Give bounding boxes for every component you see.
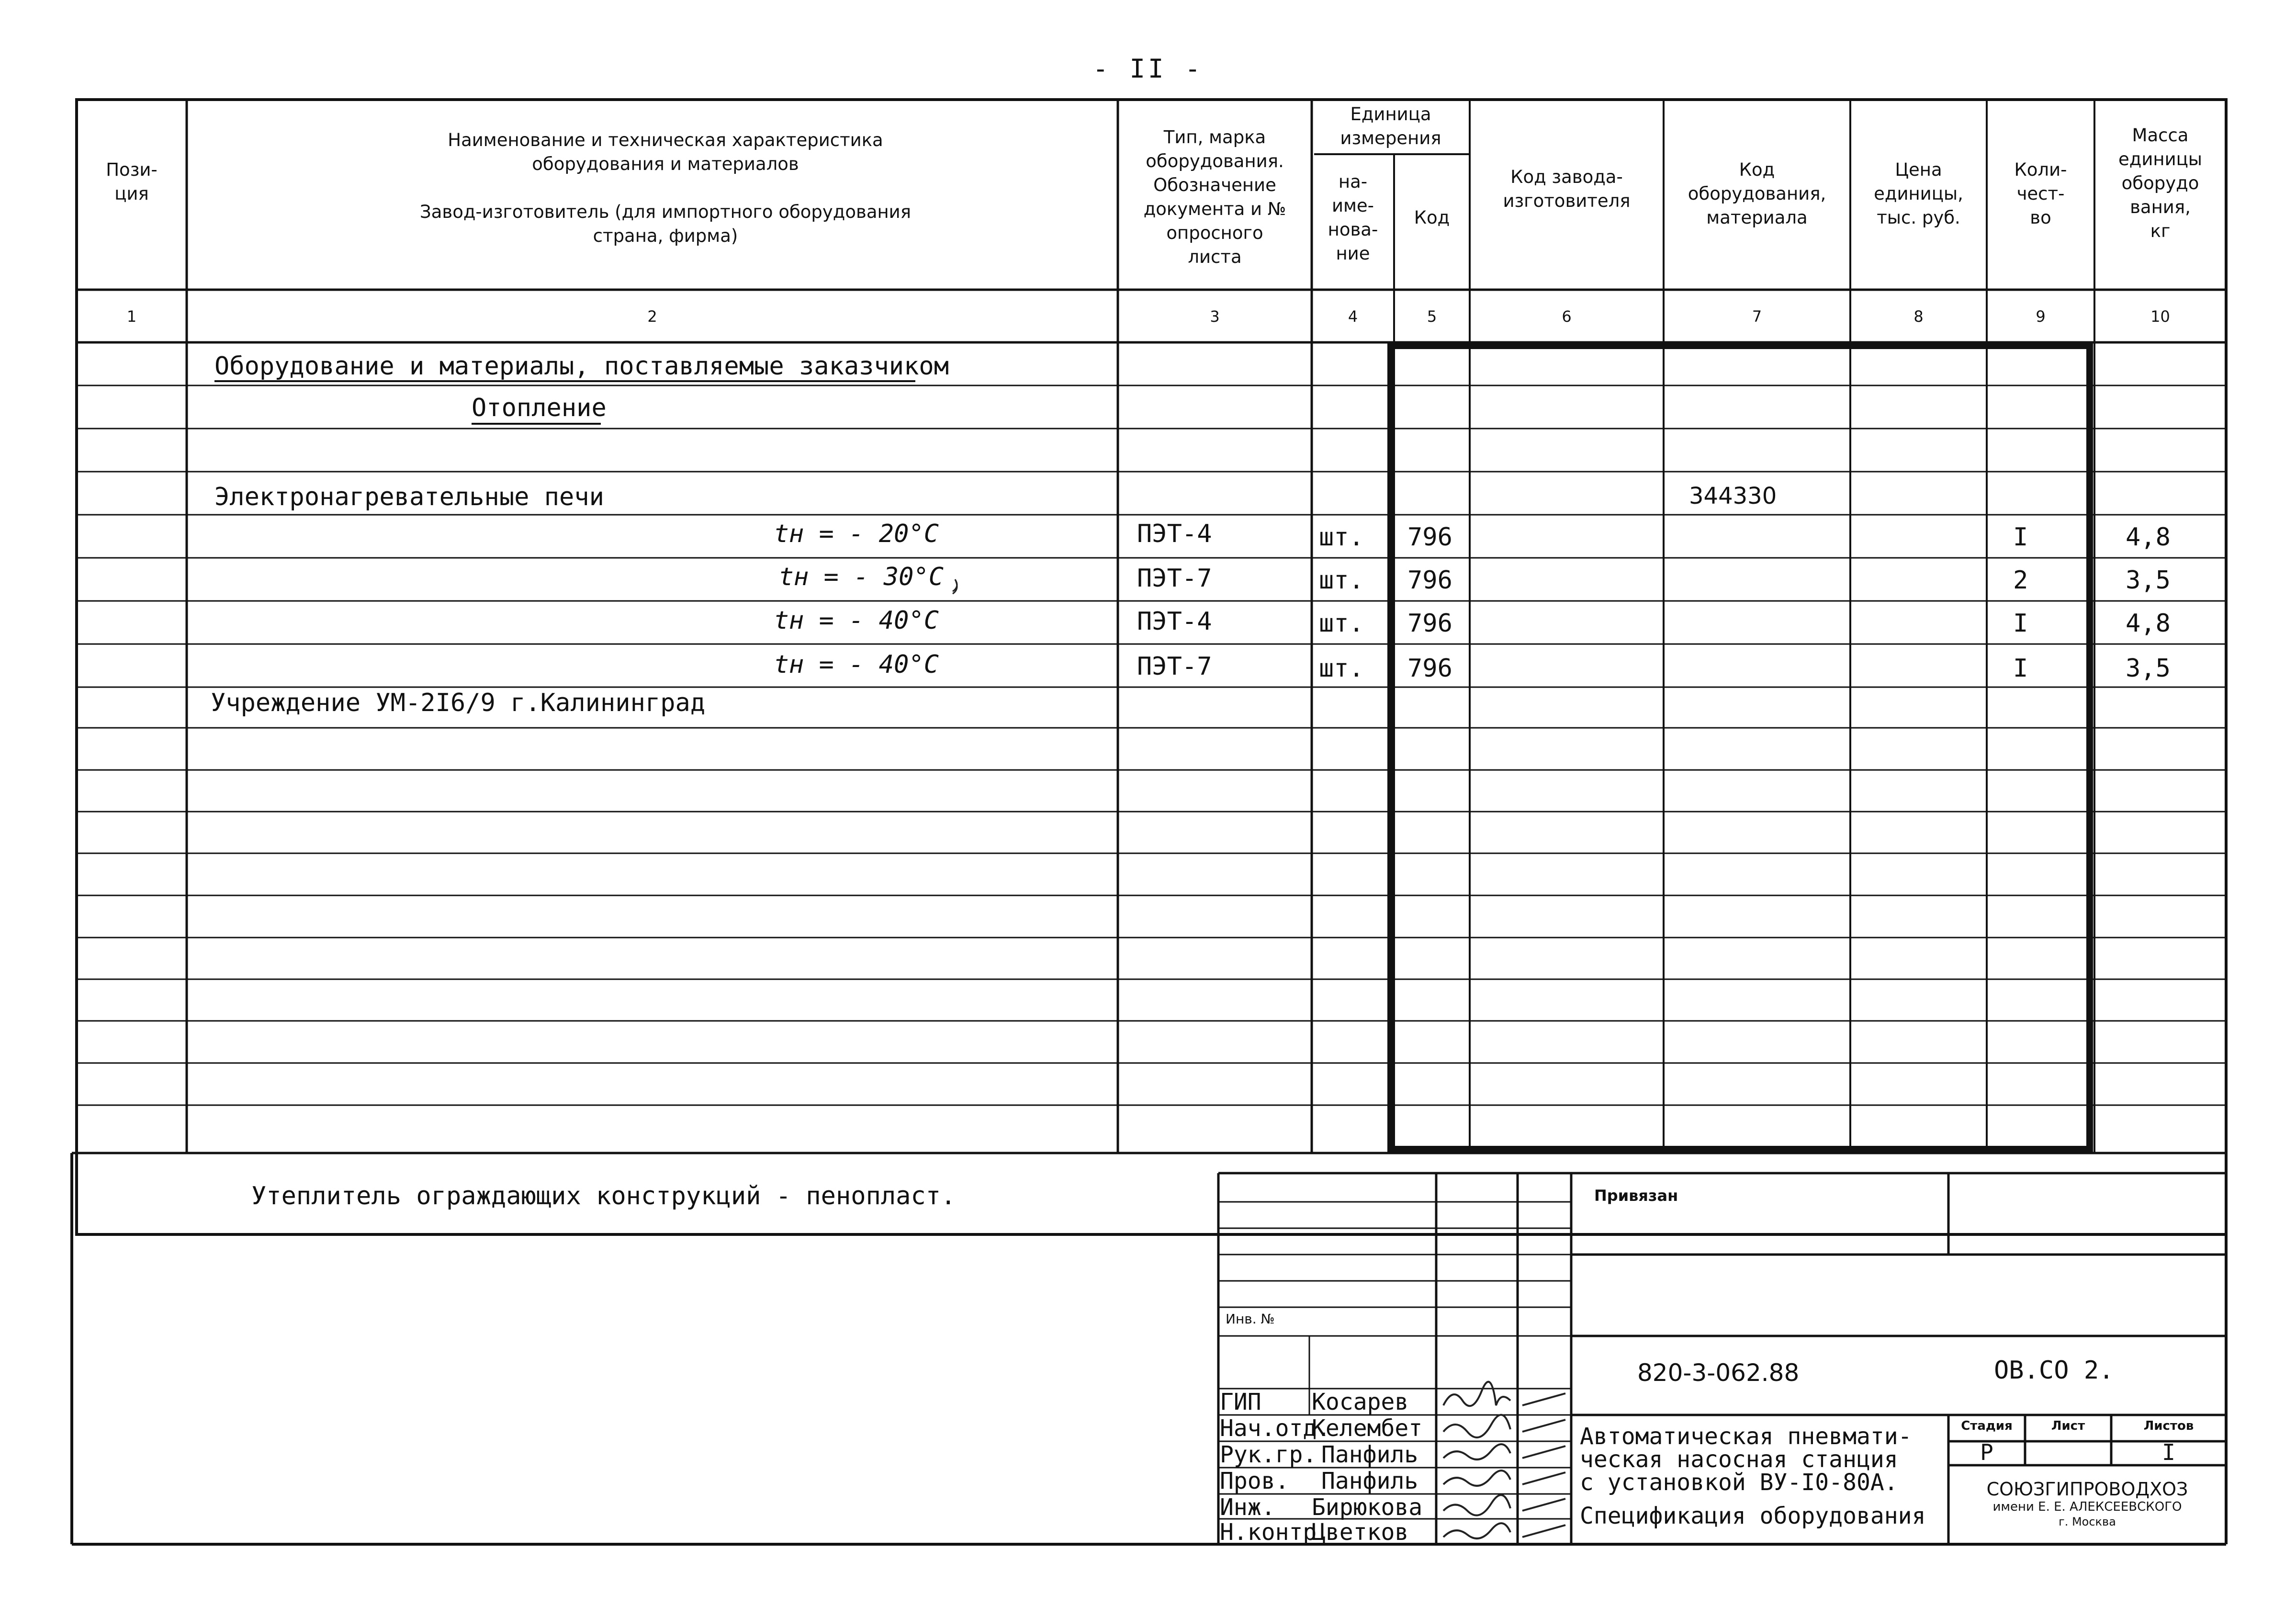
column-number: 2 (647, 307, 657, 326)
signature-role: ГИП (1220, 1389, 1261, 1415)
description-line: с установкой ВУ-I0-80А. (1580, 1469, 1898, 1496)
row-mass: 4,8 (2126, 609, 2171, 638)
organization-city: г. Москва (2059, 1515, 2116, 1528)
signature-name: Панфиль (1321, 1468, 1418, 1494)
inventory-label: Инв. № (1226, 1311, 1275, 1327)
column-number: 1 (126, 307, 137, 326)
row-mass: 3,5 (2126, 566, 2171, 595)
column-number: 3 (1210, 307, 1220, 326)
row-code: 796 (1407, 654, 1452, 683)
column-number: 6 (1562, 307, 1572, 326)
row-name: tн = - 40°C (774, 650, 939, 679)
subsection-title: Отопление (472, 394, 607, 422)
attached-label: Привязан (1594, 1187, 1678, 1205)
row-qty: 2 (2013, 566, 2028, 595)
organization-name: СОЮЗГИПРОВОДХОЗ (1986, 1479, 2188, 1500)
signature-name: Келембет (1312, 1415, 1423, 1442)
signature-role: Нач.отд. (1220, 1415, 1331, 1442)
row-code: 796 (1407, 523, 1452, 552)
organization-subtitle: имени Е. Е. АЛЕКСЕЕВСКОГО (1992, 1500, 2182, 1514)
page-number: - II - (1092, 54, 1204, 84)
row-name: tн = - 40°C (774, 606, 939, 635)
row-type: ПЭТ-4 (1137, 520, 1212, 548)
header-unit-mass: Масса единицы оборудо вания, кг (2118, 125, 2203, 241)
document-title: Спецификация оборудования (1580, 1503, 1926, 1529)
column-number: 8 (1913, 307, 1924, 326)
row-type: ПЭТ-7 (1137, 564, 1212, 593)
row-mass: 4,8 (2126, 523, 2171, 552)
header-manufacturer: Завод-изготовитель (для импортного оборудования страна, фирма) (420, 202, 911, 246)
header-unit-price: Цена единицы, тыс. руб. (1874, 159, 1963, 228)
row-code: 796 (1407, 609, 1452, 638)
sheet-label: Лист (2051, 1419, 2085, 1433)
column-number: 7 (1752, 307, 1762, 326)
header-unit-code: Код (1414, 207, 1450, 228)
stage-value: Р (1980, 1439, 1993, 1465)
row-type: ПЭТ-4 (1137, 607, 1212, 636)
signature-role: Н.контр. (1220, 1519, 1331, 1546)
insulation-note: Утеплитель ограждающих конструкций - пенопласт. (251, 1182, 956, 1210)
sheet-code: ОВ.СО 2. (1994, 1356, 2114, 1385)
signature-role: Пров. (1220, 1468, 1289, 1494)
header-type: Тип, марка оборудования. Обозначение документа и № опросного листа (1143, 127, 1286, 267)
signature-name: Панфиль (1321, 1441, 1418, 1468)
column-number: 5 (1427, 307, 1437, 326)
row-unit: шт. (1319, 654, 1364, 683)
document-code: 820-3-062.88 (1637, 1359, 1800, 1387)
row-mass: 3,5 (2126, 654, 2171, 683)
stage-label: Стадия (1961, 1419, 2013, 1433)
signature-role: Инж. (1220, 1494, 1275, 1521)
header-manufacturer-code: Код завода- изготовителя (1503, 167, 1631, 211)
row-name: tн = - 30°C (778, 563, 944, 591)
column-number: 10 (2150, 307, 2170, 326)
column-number: 4 (1348, 307, 1358, 326)
section-title: Оборудование и материалы, поставляемые заказчиком (214, 352, 949, 381)
group-name: Электронагревательные печи (214, 483, 604, 511)
description-line: ческая насосная станция (1580, 1446, 1898, 1473)
header-name: Наименование и техническая характеристика оборудования и материалов (448, 130, 883, 174)
row-type: ПЭТ-7 (1137, 652, 1212, 681)
sheets-label: Листов (2143, 1419, 2194, 1433)
signature-name: Бирюкова (1312, 1494, 1423, 1521)
row-qty: I (2013, 609, 2028, 638)
signature-role: Рук.гр. (1220, 1441, 1317, 1468)
row-unit: шт. (1319, 566, 1364, 595)
sheets-value: I (2162, 1439, 2175, 1465)
row-code: 796 (1407, 566, 1452, 595)
header-quantity: Коли- чест- во (2014, 159, 2067, 228)
row-name: tн = - 20°C (774, 520, 939, 548)
group-code: 344330 (1689, 483, 1777, 509)
row-qty: I (2013, 523, 2028, 552)
header-unit-group: Единица измерения (1340, 104, 1441, 148)
row-qty: I (2013, 654, 2028, 683)
signature-name: Цветков (1312, 1519, 1409, 1546)
row-unit: шт. (1319, 609, 1364, 638)
description-line: Автоматическая пневмати- (1580, 1423, 1912, 1450)
signature-name: Косарев (1312, 1389, 1409, 1415)
header-unit-name: на- име- нова- ние (1328, 171, 1378, 264)
row-unit: шт. (1319, 523, 1364, 552)
column-number: 9 (2036, 307, 2046, 326)
header-position: Пози- ция (106, 159, 158, 204)
header-equipment-code: Код оборудования, материала (1688, 159, 1826, 228)
institution-row: Учреждение УМ-2I6/9 г.Калининград (211, 689, 706, 717)
